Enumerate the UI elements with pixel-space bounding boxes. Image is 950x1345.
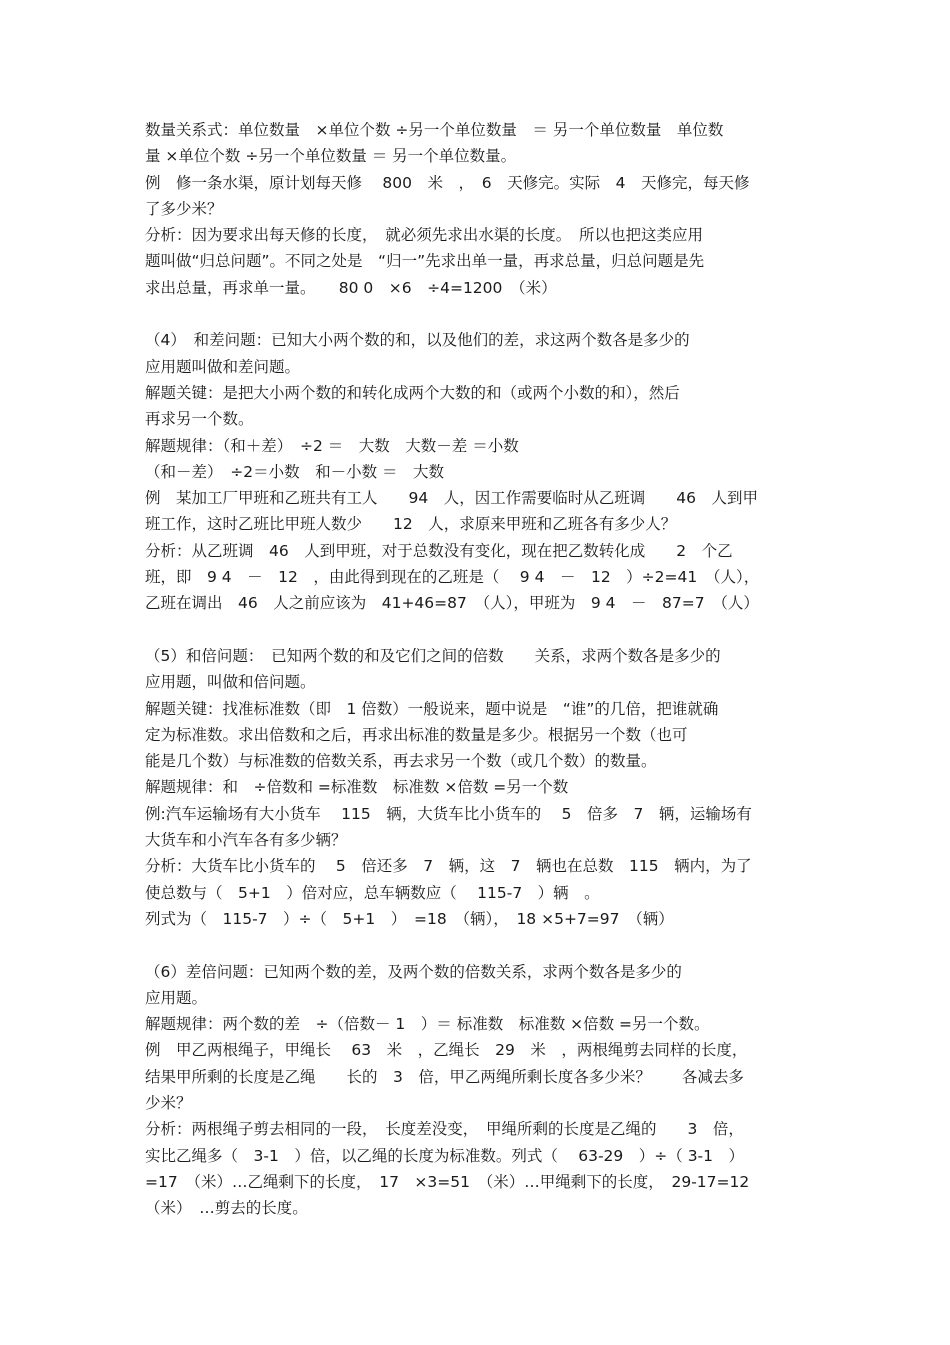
text-line: 大货车和小汽车各有多少辆？	[145, 831, 347, 850]
paragraph-gap	[145, 932, 813, 958]
text-line: 少米？	[145, 1093, 192, 1112]
section-sum-difference	[145, 327, 813, 616]
text-line: 解题规律：（和＋差） ÷2 ＝ 大数 大数－差 ＝小数	[145, 436, 519, 455]
text-line: 结果甲所剩的长度是乙绳 长的 3 倍，甲乙两绳所剩长度各多少米？ 各减去多	[145, 1067, 744, 1086]
text-line: 分析：大货车比小货车的 5 倍还多 7 辆，这 7 辆也在总数 115 辆内，为了	[145, 857, 752, 876]
text-line: （和－差） ÷2＝小数 和－小数 ＝ 大数	[145, 462, 445, 481]
section-sum-multiple	[145, 643, 813, 932]
text-line: 乙班在调出 46 人之前应该为 41+46=87 （人），甲班为 9 4 － 87=7 （人）	[145, 594, 759, 613]
text-line: 班工作，这时乙班比甲班人数少 12 人，求原来甲班和乙班各有多少人？	[145, 515, 677, 534]
section-heading: （5）和倍问题： 已知两个数的和及它们之间的倍数 关系，求两个数各是多少的	[145, 646, 721, 665]
text-line: 列式为（ 115-7 ）÷（ 5+1 ） =18 （辆）， 18 ×5+7=97 （辆）	[145, 909, 674, 928]
text-line: 解题规律：两个数的差 ÷（倍数－ 1 ）＝ 标准数 标准数 ×倍数 =另一个数。	[145, 1015, 710, 1034]
text-line: 再求另一个数。	[145, 410, 254, 429]
text-line: 分析：因为要求出每天修的长度， 就必须先求出水渠的长度。 所以也把这类应用	[145, 226, 704, 245]
text-line: 题叫做“归总问题”。不同之处是 “归一”先求出单一量，再求总量，归总问题是先	[145, 252, 705, 271]
text-line: 量 ×单位个数 ÷另一个单位数量 ＝ 另一个单位数量。	[145, 147, 517, 166]
text-line: 解题关键：找准标准数（即 1 倍数）一般说来，题中说是 “谁”的几倍，把谁就确	[145, 699, 719, 718]
text-line: 能是几个数）与标准数的倍数关系，再去求另一个数（或几个数）的数量。	[145, 752, 657, 771]
document-body	[145, 117, 813, 1221]
section-unit-quantity	[145, 117, 813, 301]
text-line: 解题规律：和 ÷倍数和 =标准数 标准数 ×倍数 =另一个数	[145, 778, 569, 797]
text-line: 求出总量，再求单一量。 80 0 ×6 ÷4=1200 （米）	[145, 278, 557, 297]
paragraph-gap	[145, 617, 813, 643]
text-line: 分析：两根绳子剪去相同的一段， 长度差没变， 甲绳所剩的长度是乙绳的 3 倍，	[145, 1120, 744, 1139]
text-line: 应用题。	[145, 988, 208, 1007]
paragraph-gap	[145, 301, 813, 327]
text-line: 班，即 9 4 － 12 ，由此得到现在的乙班是（ 9 4 － 12 ）÷2=41 （人），	[145, 568, 760, 587]
text-line: （米） …剪去的长度。	[145, 1199, 308, 1218]
text-line: 应用题叫做和差问题。	[145, 357, 301, 376]
section-heading: （6）差倍问题：已知两个数的差，及两个数的倍数关系，求两个数各是多少的	[145, 962, 682, 981]
text-line: 例:汽车运输场有大小货车 115 辆，大货车比小货车的 5 倍多 7 辆，运输场有	[145, 804, 752, 823]
text-line: 例 甲乙两根绳子，甲绳长 63 米 ，乙绳长 29 米 ，两根绳剪去同样的长度，	[145, 1041, 748, 1060]
section-heading: （4） 和差问题：已知大小两个数的和，以及他们的差，求这两个数各是多少的	[145, 331, 690, 350]
text-line: 应用题，叫做和倍问题。	[145, 673, 316, 692]
text-line: =17 （米）…乙绳剩下的长度， 17 ×3=51 （米）…甲绳剩下的长度， 29-17=12	[145, 1172, 750, 1191]
section-difference-multiple	[145, 959, 813, 1222]
text-line: 定为标准数。求出倍数和之后，再求出标准的数量是多少。根据另一个数（也可	[145, 725, 688, 744]
text-line: 例 某加工厂甲班和乙班共有工人 94 人，因工作需要临时从乙班调 46 人到甲	[145, 489, 758, 508]
text-line: 数量关系式：单位数量 ×单位个数 ÷另一个单位数量 ＝ 另一个单位数量 单位数	[145, 121, 724, 139]
text-line: 分析：从乙班调 46 人到甲班，对于总数没有变化，现在把乙数转化成 2 个乙	[145, 541, 733, 560]
text-line: 了多少米？	[145, 199, 223, 218]
text-line: 使总数与（ 5+1 ）倍对应，总车辆数应（ 115-7 ）辆 。	[145, 883, 600, 902]
text-line: 实比乙绳多（ 3-1 ）倍，以乙绳的长度为标准数。列式（ 63-29 ）÷（ 3-1 ）	[145, 1146, 745, 1165]
text-line: 例 修一条水渠，原计划每天修 800 米 ， 6 天修完。实际 4 天修完，每天修	[145, 173, 750, 192]
text-line: 解题关键：是把大小两个数的和转化成两个大数的和（或两个小数的和），然后	[145, 383, 680, 402]
